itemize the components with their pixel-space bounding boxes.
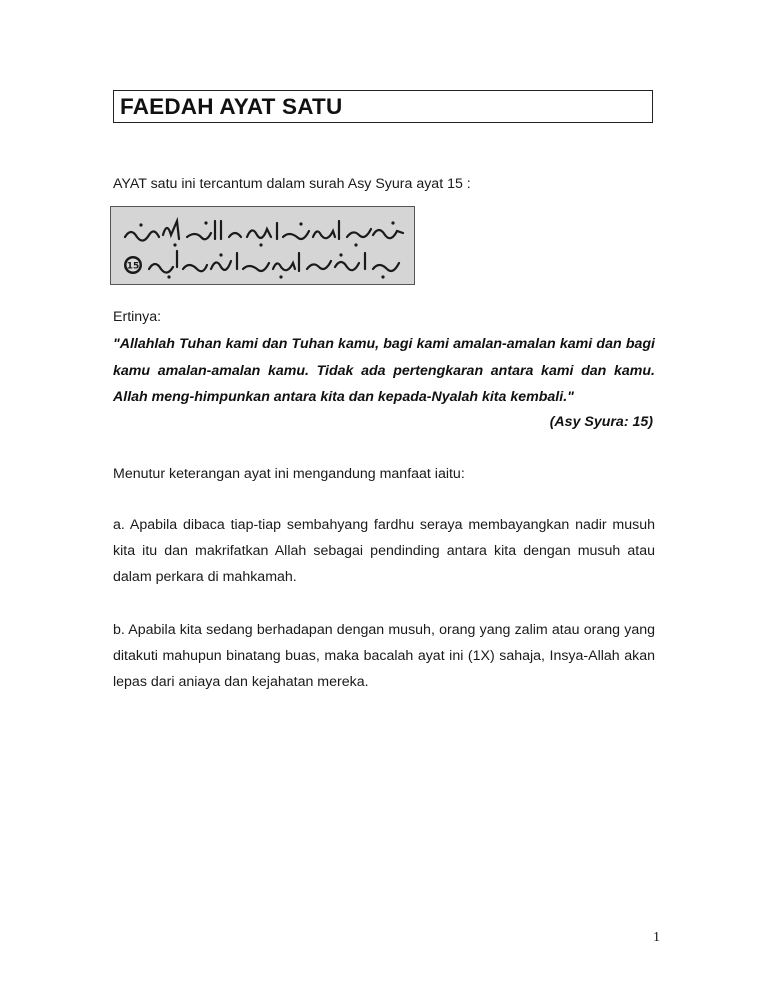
page-number: 1 bbox=[653, 930, 660, 945]
benefit-item-b: b. Apabila kita sedang berhadapan dengan musuh, orang yang zalim atau orang yang ditakuti mahupun binatang buas, maka bacalah ayat ini (1X) sahaja, Insya-Allah akan lepas dari aniaya dan kejahatan mereka. bbox=[113, 622, 655, 690]
ertinya-label: Ertinya: bbox=[113, 309, 162, 325]
arabic-verse-scan-icon bbox=[111, 207, 415, 285]
translation-quote: "Allahlah Tuhan kami dan Tuhan kamu, bagi kami amalan-amalan kami dan bagi kamu amalan-amalan kamu. Tidak ada pertengkaran antara kami dan kamu. Allah meng-himpunkan antara kita dan kepada-Nyalah kita kembali." bbox=[113, 336, 655, 405]
page-title: FAEDAH AYAT SATU bbox=[120, 93, 343, 119]
benefits-intro: Menutur keterangan ayat ini mengandung manfaat iaitu: bbox=[113, 466, 465, 482]
citation: (Asy Syura: 15) bbox=[549, 414, 653, 430]
title-box bbox=[113, 90, 653, 123]
arabic-verse-image bbox=[110, 206, 415, 285]
intro-paragraph: AYAT satu ini tercantum dalam surah Asy Syura ayat 15 : bbox=[113, 176, 471, 192]
verse-number: 15 bbox=[126, 261, 140, 272]
benefit-item-a: a. Apabila dibaca tiap-tiap sembahyang fardhu seraya membayangkan nadir musuh kita itu dan makrifatkan Allah sebagai pendinding antara kita dengan musuh atau dalam perkara di mahkamah. bbox=[113, 517, 655, 585]
